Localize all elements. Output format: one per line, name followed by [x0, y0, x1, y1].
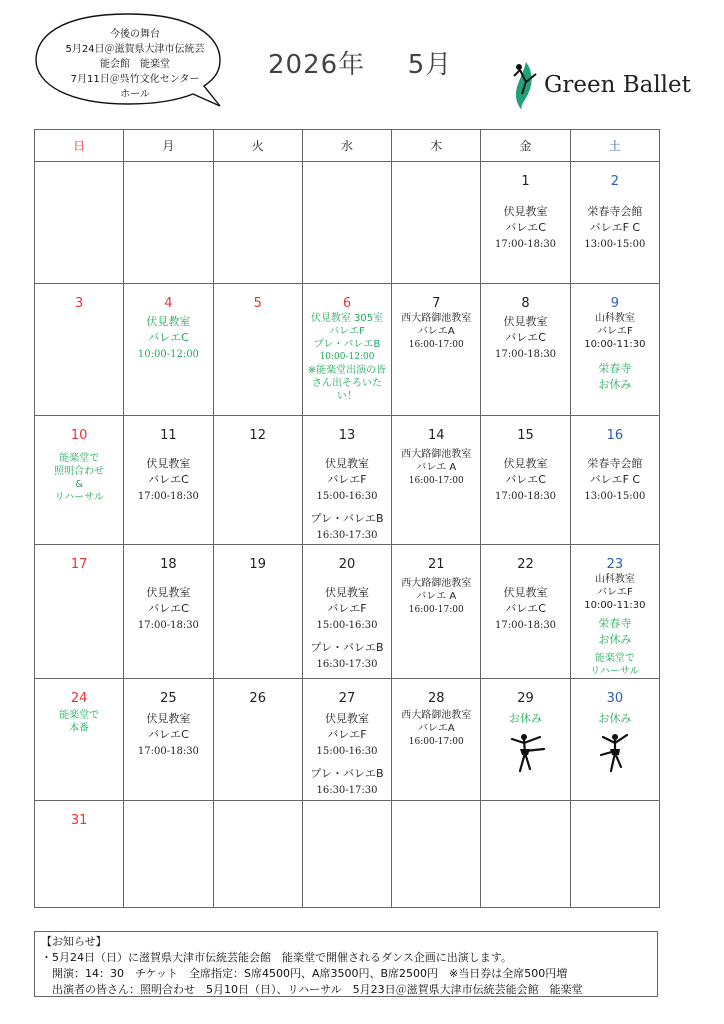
note-line: &	[75, 479, 84, 490]
class-time: 13:00-15:00	[584, 239, 646, 250]
class-time: 13:00-15:00	[584, 491, 646, 502]
day-cell-10	[35, 416, 124, 545]
day-number: 9	[610, 296, 619, 311]
class-time: 10:00-11:30	[584, 339, 646, 350]
class-location: 伏見教室 305室	[310, 313, 384, 324]
day-number: 3	[75, 296, 84, 311]
class-location: 西大路御池教室	[401, 578, 472, 589]
day-cell-12	[213, 416, 302, 545]
day-cell-6	[302, 284, 391, 416]
class-time: 10:00-12:00	[319, 352, 375, 362]
dancer-logo-icon	[512, 60, 540, 110]
day-cell-20	[302, 545, 391, 679]
weekday-fri: 金	[481, 130, 570, 162]
class-name: バレエC	[148, 473, 189, 486]
day-number: 12	[249, 428, 266, 443]
bubble-line: 今後の舞台	[110, 29, 160, 40]
day-cell-7	[392, 284, 481, 416]
day-cell-empty	[213, 162, 302, 284]
day-cell-empty	[124, 801, 213, 908]
class-time: 17:00-18:30	[137, 746, 199, 757]
class-name: プレ・バレエB	[313, 339, 381, 350]
weekday-sun: 日	[35, 130, 124, 162]
brand-logo	[512, 60, 691, 110]
day-cell-14	[392, 416, 481, 545]
day-cell-empty	[124, 162, 213, 284]
class-time: 10:00-11:30	[584, 600, 646, 611]
day-number: 19	[249, 557, 266, 572]
notice-line: 出演者の皆さん：照明合わせ 5月10日（日）、リハーサル 5月23日＠滋賀県大津市伝統芸能会館 能楽堂	[41, 983, 583, 996]
day-number: 21	[427, 557, 445, 572]
class-time: 16:30-17:30	[316, 785, 378, 796]
note-line: 能楽堂で	[59, 710, 100, 721]
class-location: 伏見教室	[146, 586, 191, 599]
day-cell-13	[302, 416, 391, 545]
day-number: 13	[338, 428, 356, 443]
class-time: 16:30-17:30	[316, 659, 378, 670]
class-location: 伏見教室	[146, 457, 191, 470]
note-line: 能楽堂で	[59, 453, 100, 464]
weekday-thu: 木	[392, 130, 481, 162]
day-number: 2	[610, 174, 619, 189]
class-time: 17:00-18:30	[137, 620, 199, 631]
class-time: 10:00-12:00	[137, 349, 199, 360]
class-name: バレエA	[417, 723, 455, 734]
class-name: バレエF	[329, 326, 365, 337]
class-name: バレエC	[148, 728, 189, 741]
notice-box	[34, 931, 658, 997]
class-location: 栄春寺会館	[587, 205, 643, 218]
day-cell-21	[392, 545, 481, 679]
note-line: リハーサル	[54, 492, 104, 503]
class-name: バレエ A	[416, 462, 457, 473]
weekday-mon: 月	[124, 130, 213, 162]
class-name: バレエA	[417, 326, 455, 337]
class-time: 17:00-18:30	[495, 239, 557, 250]
calendar-grid	[34, 129, 660, 908]
class-name: プレ・バレエB	[310, 767, 384, 780]
day-number: 24	[70, 691, 88, 706]
class-time: 17:00-18:30	[137, 491, 199, 502]
day-number: 25	[160, 691, 177, 706]
bubble-line: ホール	[120, 89, 150, 100]
note-line: 能楽堂で	[594, 653, 635, 664]
class-location: 伏見教室	[324, 712, 369, 725]
class-name: バレエF	[327, 602, 367, 615]
page-title	[268, 44, 452, 81]
class-name: バレエC	[148, 602, 189, 615]
week-row	[35, 679, 660, 801]
note-line: お休み	[598, 378, 632, 391]
day-cell-empty	[481, 801, 570, 908]
class-location: 西大路御池教室	[401, 313, 472, 324]
day-off-label: お休み	[598, 712, 632, 725]
week-row	[35, 284, 660, 416]
class-location: 伏見教室	[503, 205, 548, 218]
class-name: バレエF	[596, 587, 633, 598]
day-number: 1	[521, 174, 530, 189]
day-cell-15	[481, 416, 570, 545]
day-number: 4	[164, 296, 173, 311]
day-number: 17	[70, 557, 88, 572]
class-time: 16:00-17:00	[408, 737, 464, 747]
day-number: 30	[606, 691, 624, 706]
day-cell-19	[213, 545, 302, 679]
bubble-line: 5月24日＠滋賀県大津市伝統芸	[65, 44, 205, 55]
day-cell-22	[481, 545, 570, 679]
day-number: 10	[70, 428, 88, 443]
weekday-tue: 火	[213, 130, 302, 162]
class-location: 山科教室	[594, 574, 635, 585]
note-line: ※能楽堂出演の皆	[307, 365, 387, 376]
class-location: 伏見教室	[503, 586, 548, 599]
ballerina-icon	[595, 731, 635, 775]
bubble-line: 能会館 能楽堂	[100, 59, 170, 70]
class-time: 16:00-17:00	[408, 476, 464, 486]
day-cell-23	[570, 545, 659, 679]
day-number: 7	[432, 296, 441, 311]
day-cell-16	[570, 416, 659, 545]
class-name: バレエC	[505, 331, 546, 344]
weekday-wed: 水	[302, 130, 391, 162]
class-location: 栄春寺会館	[587, 457, 643, 470]
class-name: プレ・バレエB	[310, 641, 384, 654]
class-name: バレエF C	[589, 473, 641, 486]
day-number: 5	[253, 296, 262, 311]
day-number: 26	[249, 691, 266, 706]
class-name: バレエC	[505, 473, 546, 486]
day-cell-30	[570, 679, 659, 801]
note-line: さん出そろいた	[311, 378, 382, 389]
day-number: 16	[606, 428, 624, 443]
day-cell-28	[392, 679, 481, 801]
note-line: 栄春寺	[598, 362, 632, 375]
day-cell-29	[481, 679, 570, 801]
day-cell-8	[481, 284, 570, 416]
class-name: バレエC	[505, 602, 546, 615]
day-cell-1	[481, 162, 570, 284]
day-number: 22	[517, 557, 534, 572]
class-time: 16:00-17:00	[408, 605, 464, 615]
class-name: バレエF	[596, 326, 633, 337]
class-time: 16:30-17:30	[316, 530, 378, 541]
note-line: お休み	[598, 633, 632, 646]
day-number: 29	[517, 691, 534, 706]
day-cell-26	[213, 679, 302, 801]
class-time: 15:00-16:30	[316, 746, 378, 757]
class-name: バレエF	[327, 728, 367, 741]
day-cell-empty	[392, 162, 481, 284]
week-row	[35, 545, 660, 679]
notice-heading: 【お知らせ】	[41, 935, 107, 948]
class-location: 伏見教室	[503, 315, 548, 328]
week-row	[35, 416, 660, 545]
class-location: 山科教室	[594, 313, 635, 324]
day-number: 18	[160, 557, 177, 572]
class-location: 伏見教室	[324, 586, 369, 599]
week-row	[35, 801, 660, 908]
day-cell-31	[35, 801, 124, 908]
bubble-line: 7月11日＠呉竹文化センター	[70, 74, 200, 85]
class-time: 17:00-18:30	[495, 349, 557, 360]
day-number: 28	[427, 691, 445, 706]
day-cell-25	[124, 679, 213, 801]
day-number: 23	[606, 557, 624, 572]
brand-name: Green Ballet	[544, 72, 691, 98]
day-cell-empty	[35, 162, 124, 284]
class-name: バレエF	[327, 473, 367, 486]
day-cell-27	[302, 679, 391, 801]
class-location: 伏見教室	[503, 457, 548, 470]
day-cell-empty	[213, 801, 302, 908]
class-name: プレ・バレエB	[310, 512, 384, 525]
day-cell-empty	[302, 162, 391, 284]
day-cell-empty	[302, 801, 391, 908]
day-number: 14	[427, 428, 445, 443]
class-location: 伏見教室	[146, 315, 191, 328]
day-cell-18	[124, 545, 213, 679]
weekday-sat: 土	[570, 130, 659, 162]
day-cell-2	[570, 162, 659, 284]
day-number: 15	[517, 428, 534, 443]
notice-line: ・5月24日（日）に滋賀県大津市伝統芸能会館 能楽堂で開催されるダンス企画に出演します。	[41, 951, 512, 964]
day-cell-9	[570, 284, 659, 416]
class-location: 西大路御池教室	[401, 449, 472, 460]
day-cell-empty	[392, 801, 481, 908]
note-line: 照明合わせ	[54, 466, 105, 477]
class-name: バレエ A	[416, 591, 457, 602]
month-label: 5月	[407, 50, 453, 80]
ballerina-icon	[506, 731, 546, 775]
day-number: 20	[338, 557, 356, 572]
day-number: 27	[338, 691, 356, 706]
notice-line: 開演：14：30 チケット 全席指定：S席4500円、A席3500円、B席2500円 ※当日券は全席500円増	[41, 967, 568, 980]
day-number: 11	[160, 428, 177, 443]
day-cell-17	[35, 545, 124, 679]
note-line: リハーサル	[590, 666, 640, 677]
day-off-label: お休み	[509, 712, 543, 725]
day-cell-24	[35, 679, 124, 801]
day-cell-4	[124, 284, 213, 416]
class-name: バレエC	[148, 331, 189, 344]
year-label: 2026年	[268, 50, 366, 80]
day-cell-3	[35, 284, 124, 416]
class-location: 伏見教室	[146, 712, 191, 725]
class-time: 17:00-18:30	[495, 491, 557, 502]
class-location: 伏見教室	[324, 457, 369, 470]
note-line: い！	[336, 391, 357, 402]
weekday-header-row	[35, 130, 660, 162]
class-location: 西大路御池教室	[401, 710, 472, 721]
week-row	[35, 162, 660, 284]
upcoming-stage-bubble	[28, 8, 205, 106]
note-line: 本番	[69, 723, 90, 734]
class-name: バレエC	[505, 221, 546, 234]
class-time: 15:00-16:30	[316, 491, 378, 502]
day-cell-empty	[570, 801, 659, 908]
day-cell-5	[213, 284, 302, 416]
day-number: 31	[70, 813, 88, 828]
day-number: 6	[342, 296, 352, 311]
day-number: 8	[521, 296, 530, 311]
class-time: 17:00-18:30	[495, 620, 557, 631]
class-time: 15:00-16:30	[316, 620, 378, 631]
bubble-text	[42, 27, 228, 102]
class-name: バレエF C	[589, 221, 641, 234]
note-line: 栄春寺	[598, 617, 632, 630]
day-cell-11	[124, 416, 213, 545]
class-time: 16:00-17:00	[408, 340, 464, 350]
